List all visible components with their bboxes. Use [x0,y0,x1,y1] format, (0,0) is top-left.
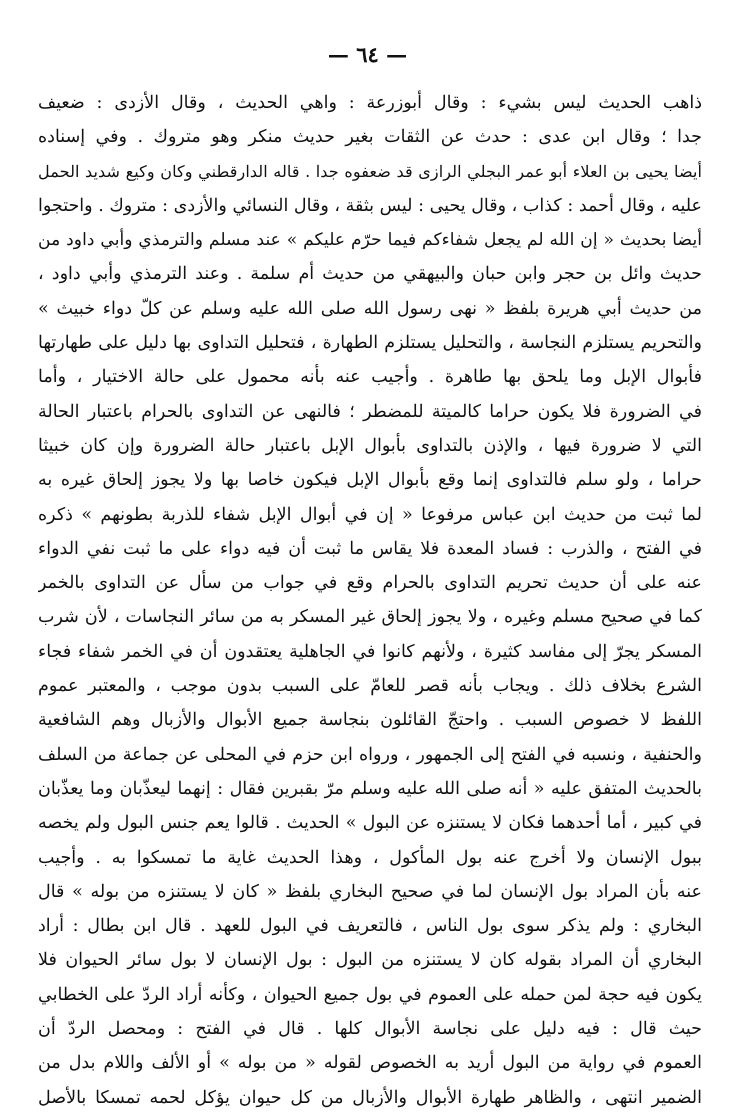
text-line: لما ثبت من حديث ابن عباس مرفوعا « إن في أبوال الإبل شفاء للذربة بطونهم » ذكره [38,504,702,525]
text-line: كما في صحيح مسلم وغيره ، ولا يجوز إلحاق غير المسكر به من سائر النجاسات ، لأن شرب [38,607,702,628]
text-line: والحنفية ، ونسبه في الفتح إلى الجمهور ، ورواه ابن حزم في المحلى عن جماعة من السلف [38,744,702,765]
text-line: في كبير ، أما أحدهما فكان لا يستنزه عن البول » الحديث . قالوا يعم جنس البول ولم يخصه [38,813,702,834]
text-line: جدا ؛ وقال ابن عدى : حدث عن الثقات بغير حديث منكر وهو متروك . وفي إسناده [38,127,702,148]
text-line: العموم في رواية من البول أريد به الخصوص لقوله « من بوله » أو الألف واللام بدل من [38,1053,702,1074]
text-line: الضمير انتهى ، والظاهر طهارة الأبوال والأزبال من كل حيوان يؤكل لحمه تمسكا بالأصل [38,1087,702,1108]
text-line: من حديث أبي هريرة بلفظ « نهى رسول الله صلى الله عليه وسلم عن كلّ دواء خبيث » [38,298,702,319]
text-line: والتحريم يستلزم النجاسة ، والتحليل يستلزم الطهارة ، فتحليل التداوى بها دليل على طهارتها [38,333,702,354]
text-line: البخاري : ولم يذكر سوى بول الناس ، فالتعريف في البول للعهد . قال ابن بطال : أراد [38,916,702,937]
text-line: بالحديث المتفق عليه « أنه صلى الله عليه وسلم مرّ بقبرين فقال : إنهما ليعذّبان وما يعذّبان [38,778,702,799]
text-line: يكون فيه حجة لمن حمله على العموم في بول جميع الحيوان ، وكأنه أراد الردّ على الخطابي [38,984,702,1005]
text-line: عنه على أن حديث تحريم التداوى بالحرام وقع في جواب من سأل عن التداوى بالخمر [38,573,702,594]
text-line: حراما ، ولو سلم فالتداوى إنما وقع بأبوال الإبل فيكون خاصا بها ولا يجوز إلحاق غيره به [38,470,702,491]
text-line: أيضا بحديث « إن الله لم يجعل شفاءكم فيما حرّم عليكم » عند مسلم والترمذي وأبي داود من [38,230,702,251]
text-line: في الضرورة فلا يكون حراما كالميتة للمضطر ؛ فالنهى عن التداوى بالحرام باعتبار الحالة [38,401,702,422]
text-line: أيضا يحيى بن العلاء أبو عمر البجلي الرازى قد ضعفوه جدا . قاله الدارقطني وكان وكيع شديد الحمل [38,161,702,181]
text-line: عنه بأن المراد بول الإنسان لما في صحيح البخاري بلفظ « كان لا يستنزه من بوله » قال [38,881,702,902]
text-line: الشرع بخلاف ذلك . ويجاب بأنه قصر للعامّ على السبب بدون موجب ، والمعتبر عموم [38,676,702,697]
text-line: فأبوال الإبل وما يلحق بها طاهرة . وأجيب عنه بأنه محمول على حالة الاختيار ، وأما [38,367,702,388]
text-line: في الفتح ، والذرب : فساد المعدة فلا يقاس ما ثبت أن فيه دواء على ما ثبت نفي الدواء [38,538,702,559]
text-line: التي لا ضرورة فيها ، والإذن بالتداوى بأبوال الإبل باعتبار حالة الضرورة وإن كان خبيثا [38,435,702,456]
page-number: — ٦٤ — [327,42,408,67]
text-line: المسكر يجرّ إلى مفاسد كثيرة ، ولأنهم كانوا في الجاهلية يعتقدون أن في الخمر شفاء فجاء [38,641,702,662]
text-line: ذاهب الحديث ليس بشيء : وقال أبوزرعة : واهي الحديث ، وقال الأزدى : ضعيف [38,93,702,113]
text-line: عليه ، وقال أحمد : كذاب ، وقال يحيى : ليس بثقة ، وقال النسائي والأزدى : متروك . واحتجوا [38,195,702,216]
text-line: ببول الإنسان ولا أخرج عنه بول المأكول ، وهذا الحديث غاية ما تمسكوا به . وأجيب [38,847,702,868]
text-line: حيث قال : فيه دليل على نجاسة الأبوال كلها . قال في الفتح : ومحصل الردّ أن [38,1019,702,1040]
text-line: اللفظ لا خصوص السبب . واحتجّ القائلون بنجاسة جميع الأبوال والأزبال وهم الشافعية [38,710,702,731]
body-text [38,86,702,1115]
text-line: البخاري أن المراد بقوله كان لا يستنزه من البول : بول الإنسان لا بول سائر الحيوان فلا [38,950,702,971]
text-line: حديث وائل بن حجر وابن حبان والبيهقي من حديث أم سلمة . وعند الترمذي وأبي داود ، [38,264,702,285]
